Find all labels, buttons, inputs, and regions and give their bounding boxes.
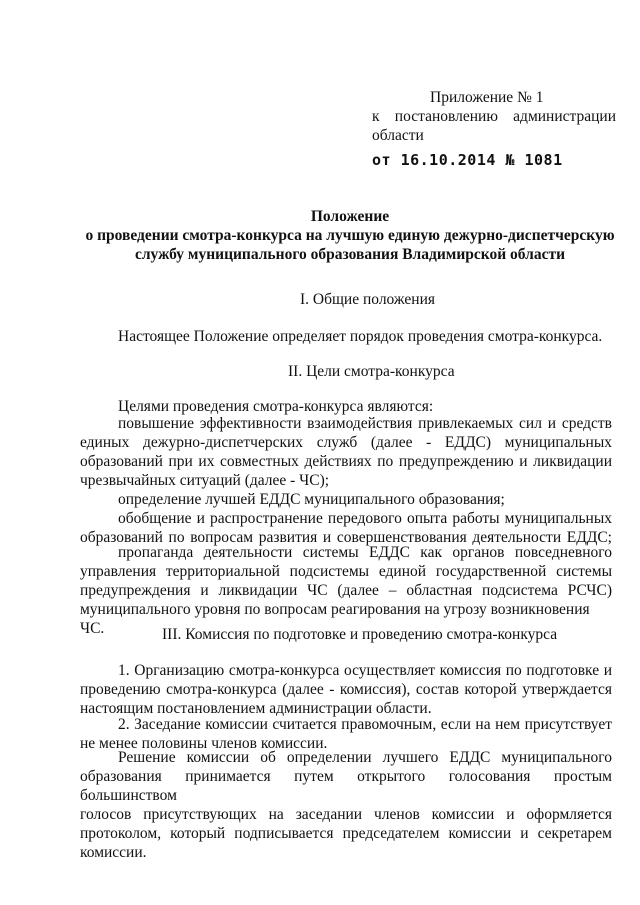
title-line1: Положение (310, 208, 390, 225)
appendix-title: Приложение № 1 (430, 89, 544, 106)
section2-intro: Целями проведения смотра-конкурса являются: (118, 398, 434, 415)
p3-line: протоколом, который подписывается председателем комиссии и секретарем (80, 825, 612, 842)
item4-line: пропаганда деятельности системы ЕДДС как органов повседневного (118, 544, 612, 561)
p1-line: 1. Организацию смотра-конкурса осуществляет комиссия по подготовке и (118, 662, 612, 679)
section3-p3 (80, 748, 612, 862)
p2-line: 2. Заседание комиссии считается правомочным, если на нем присутствует (118, 716, 612, 733)
item4-line: муниципального уровня по вопросам реагирования на угрозу возникновения ЧС. (80, 601, 590, 637)
item4-line: управления территориальной подсистемы единой государственной системы (80, 563, 612, 580)
item3-line: образований по вопросам развития и совершенствования деятельности ЕДДС; (80, 529, 612, 546)
p3-line: голосов присутствующих на заседании членов комиссии и оформляется (80, 806, 612, 823)
title-line2: о проведении смотра-конкурса на лучшую единую дежурно-диспетчерскую (85, 227, 615, 244)
item1-line: повышение эффективности взаимодействия привлекаемых сил и средств (118, 415, 612, 432)
item1-line: чрезвычайных ситуаций (далее - ЧС); (80, 472, 330, 489)
appendix-line1: к постановлению администрации (372, 108, 616, 125)
section3-heading: III. Комиссия по подготовке и проведению смотра-конкурса (162, 626, 558, 643)
p2-line: не менее половины членов комиссии. (80, 735, 328, 752)
p3-line: образования принимается путем открытого голосования простым большинством (80, 768, 612, 804)
section2-heading: II. Цели смотра-конкурса (288, 363, 455, 380)
section1-heading: I. Общие положения (300, 291, 436, 308)
section2-item2: определение лучшей ЕДДС муниципального образования; (118, 491, 505, 508)
p1-line: настоящим постановлением администрации области. (80, 700, 432, 717)
appendix-line2: области (372, 127, 424, 144)
document-title (60, 207, 640, 264)
section2-item3 (80, 509, 612, 547)
appendix-block (372, 88, 616, 170)
section2-item4 (80, 543, 612, 638)
p3-line: комиссии. (80, 844, 147, 861)
title-line3: службу муниципального образования Владимирской области (134, 246, 566, 263)
appendix-date-stamp: от 16.10.2014 № 1081 (372, 151, 563, 169)
p3-line: Решение комиссии об определении лучшего ЕДДС муниципального (118, 749, 612, 766)
p1-line: проведению смотра-конкурса (далее - комиссия), состав которой утверждается (80, 681, 612, 698)
section3-p1 (80, 661, 612, 718)
item3-line: обобщение и распространение передового опыта работы муниципальных (118, 510, 612, 527)
item4-line: предупреждения и ликвидации ЧС (далее – областная подсистема РСЧС) (80, 582, 612, 599)
section1-text: Настоящее Положение определяет порядок проведения смотра-конкурса. (118, 328, 603, 345)
item1-line: образований при их совместных действиях по предупреждению и ликвидации (80, 453, 612, 470)
item1-line: единых дежурно-диспетчерских служб (далее - ЕДДС) муниципальных (80, 434, 612, 451)
section2-item1 (80, 414, 612, 490)
